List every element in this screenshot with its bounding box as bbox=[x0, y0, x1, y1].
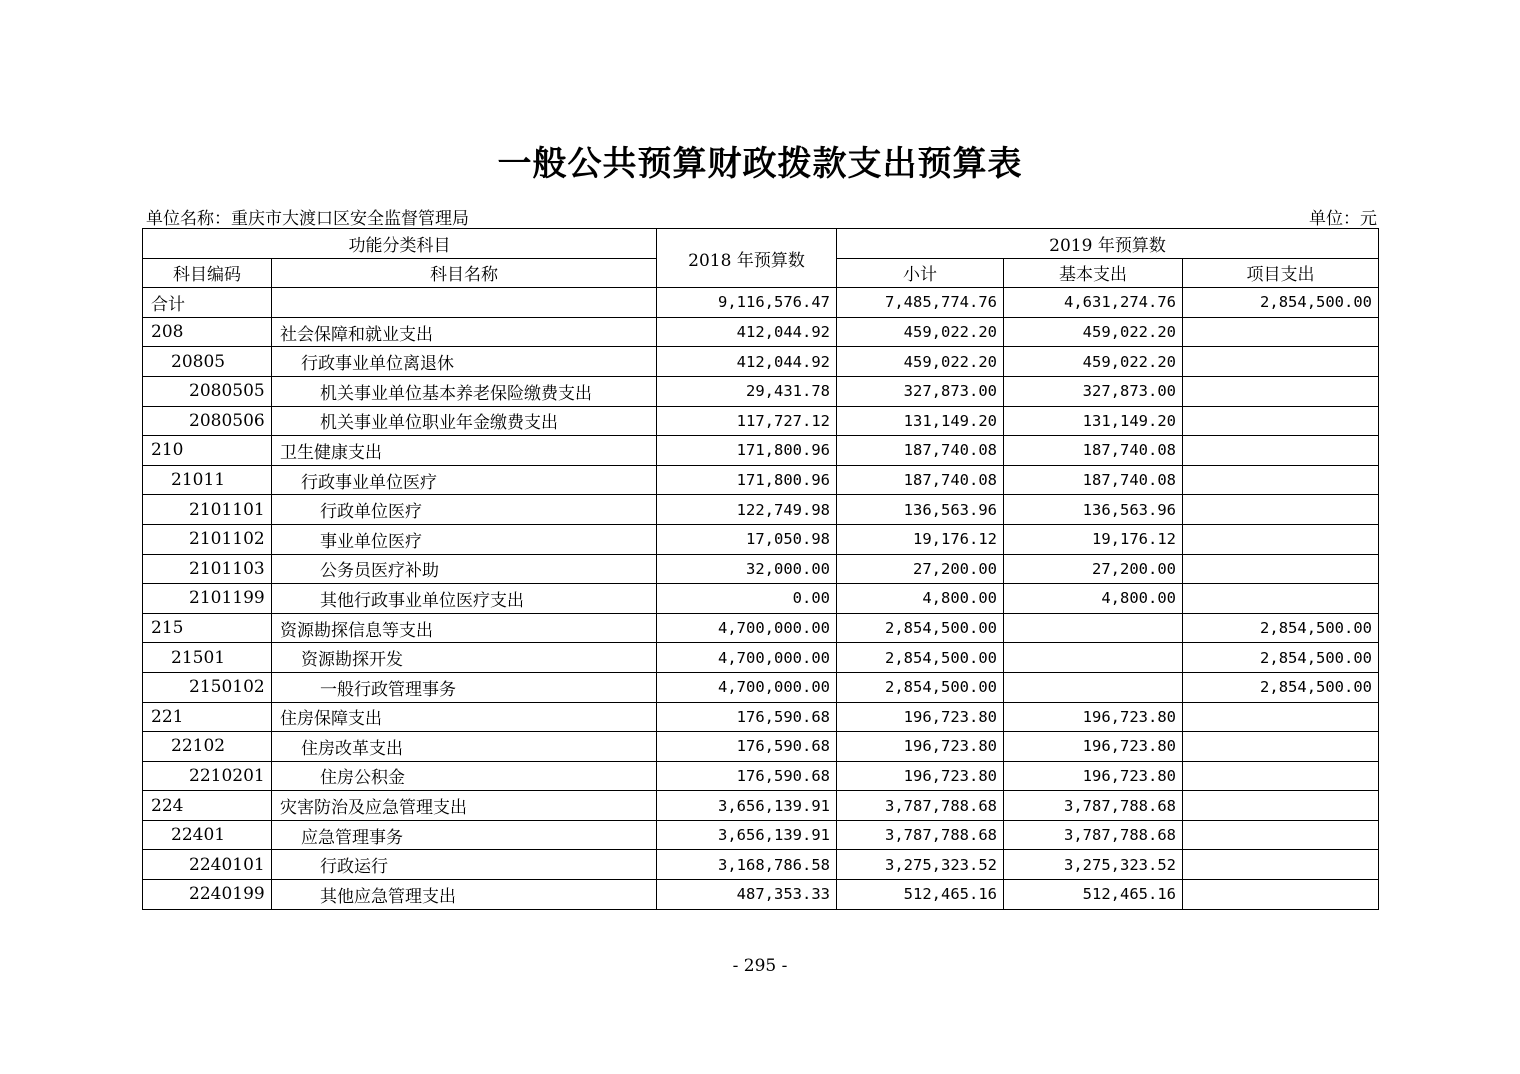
cell-code: 208 bbox=[143, 317, 272, 347]
cell-subtotal: 196,723.80 bbox=[837, 732, 1004, 762]
table-body bbox=[143, 288, 1379, 909]
cell-subtotal: 187,740.08 bbox=[837, 465, 1004, 495]
cell-basic: 19,176.12 bbox=[1004, 524, 1183, 554]
table-row bbox=[143, 465, 1379, 495]
table-row bbox=[143, 672, 1379, 702]
cell-project bbox=[1183, 347, 1379, 377]
cell-project bbox=[1183, 732, 1379, 762]
table-row bbox=[143, 524, 1379, 554]
cell-basic bbox=[1004, 613, 1183, 643]
cell-subtotal: 4,800.00 bbox=[837, 584, 1004, 614]
table-row bbox=[143, 732, 1379, 762]
cell-basic: 459,022.20 bbox=[1004, 317, 1183, 347]
cell-basic: 187,740.08 bbox=[1004, 436, 1183, 466]
cell-2018-budget: 122,749.98 bbox=[657, 495, 837, 525]
table-row bbox=[143, 495, 1379, 525]
table-row bbox=[143, 850, 1379, 880]
cell-2018-budget: 3,168,786.58 bbox=[657, 850, 837, 880]
cell-project bbox=[1183, 317, 1379, 347]
table-row bbox=[143, 347, 1379, 377]
cell-basic: 27,200.00 bbox=[1004, 554, 1183, 584]
table-row bbox=[143, 584, 1379, 614]
cell-project bbox=[1183, 820, 1379, 850]
cell-basic: 4,631,274.76 bbox=[1004, 288, 1183, 318]
cell-project: 2,854,500.00 bbox=[1183, 613, 1379, 643]
cell-code: 221 bbox=[143, 702, 272, 732]
header-subtotal: 小计 bbox=[837, 258, 1004, 288]
cell-code: 210 bbox=[143, 436, 272, 466]
cell-subtotal: 3,787,788.68 bbox=[837, 820, 1004, 850]
cell-2018-budget: 176,590.68 bbox=[657, 761, 837, 791]
cell-code: 224 bbox=[143, 791, 272, 821]
cell-2018-budget: 412,044.92 bbox=[657, 347, 837, 377]
cell-basic: 196,723.80 bbox=[1004, 761, 1183, 791]
cell-2018-budget: 9,116,576.47 bbox=[657, 288, 837, 318]
cell-basic: 3,787,788.68 bbox=[1004, 820, 1183, 850]
cell-code: 2240101 bbox=[143, 850, 272, 880]
cell-2018-budget: 412,044.92 bbox=[657, 317, 837, 347]
cell-code: 2101101 bbox=[143, 495, 272, 525]
cell-project bbox=[1183, 524, 1379, 554]
cell-2018-budget: 3,656,139.91 bbox=[657, 791, 837, 821]
cell-code: 21011 bbox=[143, 465, 272, 495]
cell-basic: 3,787,788.68 bbox=[1004, 791, 1183, 821]
cell-project: 2,854,500.00 bbox=[1183, 643, 1379, 673]
cell-project bbox=[1183, 406, 1379, 436]
cell-project bbox=[1183, 761, 1379, 791]
header-project: 项目支出 bbox=[1183, 258, 1379, 288]
cell-2018-budget: 176,590.68 bbox=[657, 702, 837, 732]
cell-basic: 327,873.00 bbox=[1004, 376, 1183, 406]
cell-name bbox=[272, 288, 657, 318]
cell-basic: 196,723.80 bbox=[1004, 702, 1183, 732]
table-row bbox=[143, 376, 1379, 406]
cell-name: 住房公积金 bbox=[272, 761, 657, 791]
cell-basic: 3,275,323.52 bbox=[1004, 850, 1183, 880]
cell-project bbox=[1183, 880, 1379, 910]
table-row bbox=[143, 880, 1379, 910]
cell-name: 住房改革支出 bbox=[272, 732, 657, 762]
cell-name: 公务员医疗补助 bbox=[272, 554, 657, 584]
cell-subtotal: 3,787,788.68 bbox=[837, 791, 1004, 821]
cell-subtotal: 2,854,500.00 bbox=[837, 672, 1004, 702]
cell-project: 2,854,500.00 bbox=[1183, 288, 1379, 318]
cell-subtotal: 187,740.08 bbox=[837, 436, 1004, 466]
table-row bbox=[143, 702, 1379, 732]
cell-2018-budget: 117,727.12 bbox=[657, 406, 837, 436]
cell-2018-budget: 487,353.33 bbox=[657, 880, 837, 910]
cell-name: 灾害防治及应急管理支出 bbox=[272, 791, 657, 821]
cell-name: 住房保障支出 bbox=[272, 702, 657, 732]
cell-project bbox=[1183, 791, 1379, 821]
cell-basic: 136,563.96 bbox=[1004, 495, 1183, 525]
cell-code: 2101102 bbox=[143, 524, 272, 554]
header-name: 科目名称 bbox=[272, 258, 657, 288]
table-header bbox=[143, 229, 1379, 288]
cell-project bbox=[1183, 702, 1379, 732]
cell-name: 其他应急管理支出 bbox=[272, 880, 657, 910]
cell-subtotal: 2,854,500.00 bbox=[837, 613, 1004, 643]
cell-code: 合计 bbox=[143, 288, 272, 318]
cell-basic: 512,465.16 bbox=[1004, 880, 1183, 910]
cell-subtotal: 196,723.80 bbox=[837, 702, 1004, 732]
cell-project bbox=[1183, 495, 1379, 525]
table-row bbox=[143, 643, 1379, 673]
table-row bbox=[143, 436, 1379, 466]
cell-basic: 131,149.20 bbox=[1004, 406, 1183, 436]
table-row bbox=[143, 791, 1379, 821]
cell-subtotal: 7,485,774.76 bbox=[837, 288, 1004, 318]
cell-code: 2210201 bbox=[143, 761, 272, 791]
cell-subtotal: 131,149.20 bbox=[837, 406, 1004, 436]
cell-project: 2,854,500.00 bbox=[1183, 672, 1379, 702]
cell-2018-budget: 4,700,000.00 bbox=[657, 672, 837, 702]
cell-project bbox=[1183, 554, 1379, 584]
cell-name: 行政事业单位医疗 bbox=[272, 465, 657, 495]
cell-code: 2101103 bbox=[143, 554, 272, 584]
cell-project bbox=[1183, 436, 1379, 466]
cell-2018-budget: 4,700,000.00 bbox=[657, 613, 837, 643]
cell-name: 资源勘探开发 bbox=[272, 643, 657, 673]
cell-2018-budget: 29,431.78 bbox=[657, 376, 837, 406]
cell-subtotal: 512,465.16 bbox=[837, 880, 1004, 910]
cell-name: 机关事业单位职业年金缴费支出 bbox=[272, 406, 657, 436]
cell-code: 2080505 bbox=[143, 376, 272, 406]
cell-basic bbox=[1004, 672, 1183, 702]
header-2019-group: 2019 年预算数 bbox=[837, 229, 1379, 259]
cell-subtotal: 3,275,323.52 bbox=[837, 850, 1004, 880]
currency-unit: 单位：元 bbox=[1309, 209, 1377, 229]
cell-basic: 196,723.80 bbox=[1004, 732, 1183, 762]
cell-name: 机关事业单位基本养老保险缴费支出 bbox=[272, 376, 657, 406]
cell-code: 22401 bbox=[143, 820, 272, 850]
cell-name: 其他行政事业单位医疗支出 bbox=[272, 584, 657, 614]
cell-code: 215 bbox=[143, 613, 272, 643]
cell-subtotal: 27,200.00 bbox=[837, 554, 1004, 584]
cell-2018-budget: 171,800.96 bbox=[657, 465, 837, 495]
cell-basic: 459,022.20 bbox=[1004, 347, 1183, 377]
cell-project bbox=[1183, 850, 1379, 880]
cell-code: 21501 bbox=[143, 643, 272, 673]
cell-basic bbox=[1004, 643, 1183, 673]
cell-name: 行政单位医疗 bbox=[272, 495, 657, 525]
header-code: 科目编码 bbox=[143, 258, 272, 288]
cell-name: 应急管理事务 bbox=[272, 820, 657, 850]
cell-code: 2150102 bbox=[143, 672, 272, 702]
cell-name: 社会保障和就业支出 bbox=[272, 317, 657, 347]
budget-table bbox=[142, 228, 1379, 910]
cell-project bbox=[1183, 376, 1379, 406]
header-function-group: 功能分类科目 bbox=[143, 229, 657, 259]
cell-subtotal: 459,022.20 bbox=[837, 347, 1004, 377]
cell-name: 事业单位医疗 bbox=[272, 524, 657, 554]
header-2018-budget: 2018 年预算数 bbox=[657, 229, 837, 288]
table-row bbox=[143, 820, 1379, 850]
table-row bbox=[143, 406, 1379, 436]
table-row bbox=[143, 554, 1379, 584]
cell-name: 一般行政管理事务 bbox=[272, 672, 657, 702]
page-title: 一般公共预算财政拨款支出预算表 bbox=[497, 144, 1023, 184]
cell-2018-budget: 17,050.98 bbox=[657, 524, 837, 554]
cell-name: 资源勘探信息等支出 bbox=[272, 613, 657, 643]
cell-subtotal: 136,563.96 bbox=[837, 495, 1004, 525]
cell-code: 2240199 bbox=[143, 880, 272, 910]
unit-name: 单位名称：重庆市大渡口区安全监督管理局 bbox=[146, 209, 469, 229]
cell-subtotal: 19,176.12 bbox=[837, 524, 1004, 554]
cell-2018-budget: 176,590.68 bbox=[657, 732, 837, 762]
cell-subtotal: 459,022.20 bbox=[837, 317, 1004, 347]
cell-project bbox=[1183, 465, 1379, 495]
table-row bbox=[143, 317, 1379, 347]
cell-name: 卫生健康支出 bbox=[272, 436, 657, 466]
cell-subtotal: 327,873.00 bbox=[837, 376, 1004, 406]
cell-basic: 187,740.08 bbox=[1004, 465, 1183, 495]
table-row bbox=[143, 761, 1379, 791]
cell-2018-budget: 3,656,139.91 bbox=[657, 820, 837, 850]
cell-2018-budget: 0.00 bbox=[657, 584, 837, 614]
cell-code: 2101199 bbox=[143, 584, 272, 614]
cell-subtotal: 196,723.80 bbox=[837, 761, 1004, 791]
table-row bbox=[143, 613, 1379, 643]
cell-project bbox=[1183, 584, 1379, 614]
cell-basic: 4,800.00 bbox=[1004, 584, 1183, 614]
cell-code: 20805 bbox=[143, 347, 272, 377]
table-row bbox=[143, 288, 1379, 318]
cell-2018-budget: 171,800.96 bbox=[657, 436, 837, 466]
cell-2018-budget: 4,700,000.00 bbox=[657, 643, 837, 673]
cell-subtotal: 2,854,500.00 bbox=[837, 643, 1004, 673]
page-number: - 295 - bbox=[732, 956, 788, 976]
cell-2018-budget: 32,000.00 bbox=[657, 554, 837, 584]
cell-code: 2080506 bbox=[143, 406, 272, 436]
cell-name: 行政运行 bbox=[272, 850, 657, 880]
cell-code: 22102 bbox=[143, 732, 272, 762]
cell-name: 行政事业单位离退休 bbox=[272, 347, 657, 377]
header-basic: 基本支出 bbox=[1004, 258, 1183, 288]
